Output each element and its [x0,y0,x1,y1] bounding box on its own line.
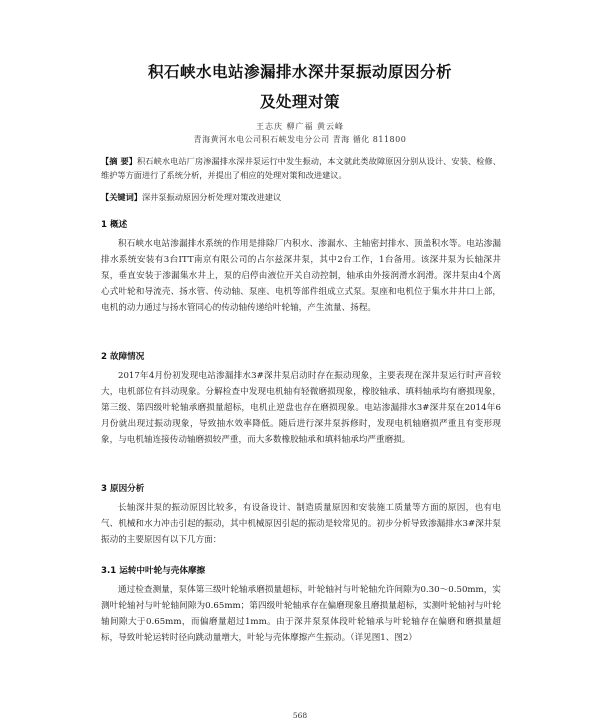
paper-title-line2: 及处理对策 [259,93,340,111]
section-heading-overview: 1 概述 [101,220,128,230]
section-heading-cause: 3 原因分析 [101,484,145,494]
section-paragraph-overview: 积石峡水电站渗漏排水系统的作用是排除厂内积水、渗漏水、主轴密封排水、顶盖积水等。电站渗漏排水系统安装有3台ITT南京有限公司的占尔兹深井泵，其中2台工作，1台备用。该深井泵为长轴深井泵，垂直安装于渗漏集水井上，泵的启停由液位开关自动控制，轴承由外接润滑水润滑。深井泵由4个离心式叶轮和导流壳、扬水管、传动轴、泵座、电机等部件组成立式泵。泵座和电机位于集水井井口上部，电机的动力通过与扬水管同心的传动轴传递给叶轮轴，产生流量、扬程。 [101,239,501,313]
keywords-text: 深井泵振动原因分析处理对策改进建议 [141,192,282,202]
section-paragraph-fault: 2017年4月份初发现电站渗漏排水3#深井泵启动时存在振动现象，主要表现在深井泵运行时声音较大，电机部位有抖动现象。分解检查中发现电机轴有轻微磨损现象，橡胶轴承、填料轴承均有磨损现象，第三级、第四级叶轮轴承磨损量超标，电机止逆盘也存在磨损现象。电站渗漏排水3#深井泵在2014年6月份就出现过振动现象，导致抽水效率降低。随后进行深井泵拆修时，发现电机轴磨损严重且有变形现象，与电机轴连接传动轴磨损较严重，而大多数橡胶轴承和填料轴承均严重磨损。 [101,371,501,445]
keywords-label: 【关键词】 [101,192,142,202]
author-list: 王志庆 柳广福 黄云峰 [255,122,345,131]
abstract-label: 【摘 要】 [101,156,138,166]
section-heading-fault: 2 故障情况 [101,352,145,362]
author-affiliation: 青海黄河水电公司积石峡发电分公司 青海 循化 811800 [193,135,407,144]
paper-title-line1: 积石峡水电站渗漏排水深井泵振动原因分析 [147,63,452,81]
section-paragraph-cause: 长轴深井泵的振动原因比较多，有设备设计、制造质量原因和安装施工质量等方面的原因，也有电气、机械和水力冲击引起的振动，其中机械原因引起的振动是较常见的。初步分析导致渗漏排水3#深井泵振动的主要原因有以下几方面： [101,503,501,545]
keywords-block [101,190,501,204]
abstract-text: 积石峡水电站厂房渗漏排水深井泵运行中发生振动，本文就此类故障原因分别从设计、安装、检修、维护等方面进行了系统分析，并提出了相应的处理对策和改进建议。 [101,156,501,180]
subsection-paragraph-friction: 通过检查测量，泵体第三级叶轮轴承磨损量超标，叶轮轴衬与叶轮轴允许间隙为0.30～0.50mm，实测叶轮轴衬与叶轮轴间隙为0.65mm；第四级叶轮轴承存在偏磨现象且磨损量超标，实测叶轮轴衬与叶轮轴间隙大于0.65mm，而偏磨量超过1mm。由于深井泵泵体段叶轮轴承与叶轮轴存在偏磨和磨损量超标，导致叶轮运转时径向跳动量增大，叶轮与壳体摩擦产生振动。（详见图1、图2） [101,585,501,643]
page-number: 568 [292,711,308,720]
abstract-block [101,154,501,182]
subsection-heading-friction: 3.1 运转中叶轮与壳体摩擦 [101,566,206,576]
